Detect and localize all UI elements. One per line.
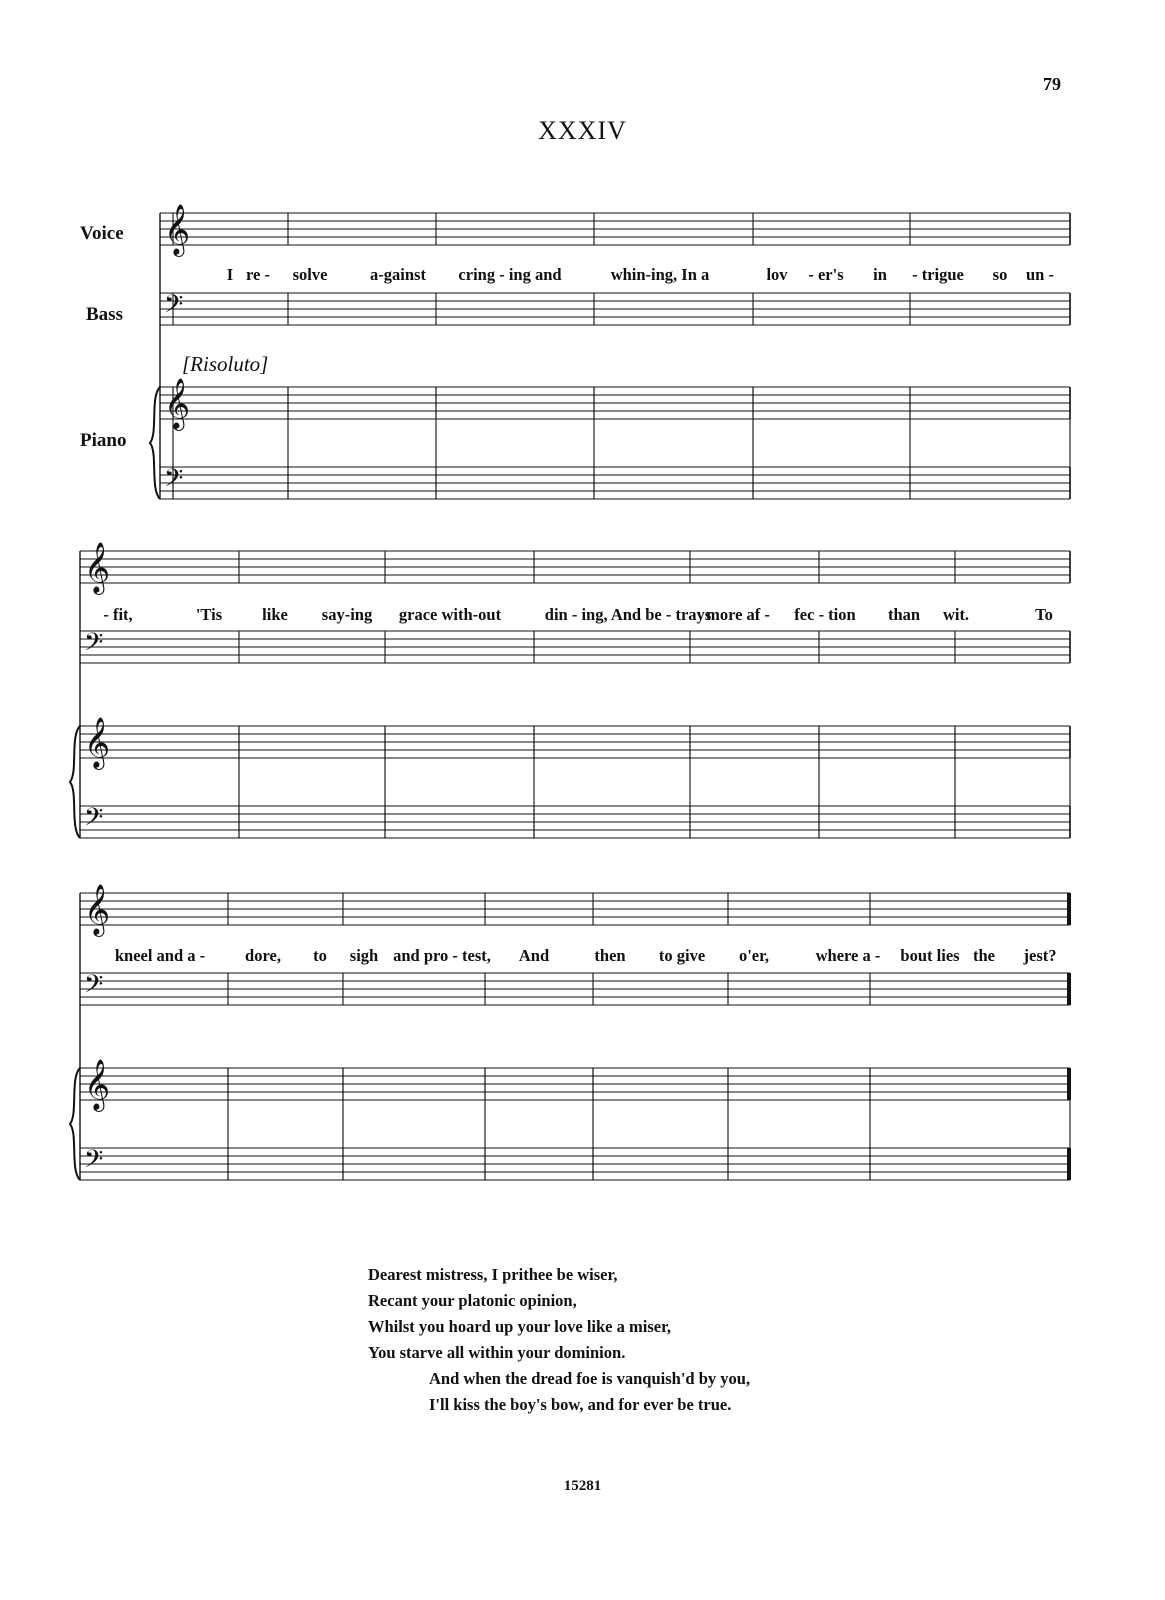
verse-line: Whilst you hoard up your love like a miser,	[368, 1317, 672, 1336]
treble-clef: 𝄞	[84, 884, 111, 935]
lyric: so	[992, 265, 1008, 284]
lyric: o'er,	[738, 946, 770, 965]
verse-line: Recant your platonic opinion,	[368, 1291, 577, 1310]
lyric: to	[313, 946, 327, 965]
lyric: un -	[1026, 265, 1054, 284]
lyric: like	[262, 605, 288, 624]
tempo-marking: [Risoluto]	[182, 352, 269, 376]
lyric: a-gainst	[370, 265, 426, 284]
final-barline	[1067, 1148, 1071, 1180]
piece-title: XXXIV	[538, 116, 627, 145]
lyric: And	[518, 946, 550, 965]
lyric: 'Tis	[195, 605, 223, 624]
bass-clef: 𝄢	[164, 290, 184, 325]
lyric: than	[887, 605, 921, 624]
lyric: to give	[658, 946, 706, 965]
lyric: bout lies	[900, 946, 960, 965]
lyric: more af -	[706, 605, 770, 624]
final-barline	[1067, 973, 1071, 1005]
voice-label: Voice	[80, 223, 124, 244]
treble-clef: 𝄞	[164, 204, 191, 255]
verse-line: I'll kiss the boy's bow, and for ever be true.	[429, 1395, 732, 1414]
lyric: the	[973, 946, 995, 965]
lyric: lov	[766, 265, 788, 284]
lyric: fec - tion	[794, 605, 856, 624]
treble-clef: 𝄞	[84, 1059, 111, 1110]
lyric: To	[1035, 605, 1053, 624]
lyric: re -	[246, 265, 270, 284]
lyric: - fit,	[103, 605, 133, 624]
lyric: - er's	[808, 265, 844, 284]
treble-clef: 𝄞	[84, 542, 111, 593]
piano-brace	[70, 1068, 80, 1180]
verse-line: And when the dread foe is vanquish'd by you,	[429, 1369, 751, 1388]
final-barline	[1067, 1068, 1071, 1100]
verse-text	[368, 1262, 750, 1418]
lyric: solve	[292, 265, 328, 284]
lyric: jest?	[1023, 946, 1057, 965]
treble-clef: 𝄞	[164, 378, 191, 429]
lyric: sigh	[349, 946, 379, 965]
piano-brace	[150, 387, 160, 499]
lyric: cring - ing and	[458, 265, 562, 284]
verse-line: You starve all within your dominion.	[368, 1343, 626, 1362]
bass-clef: 𝄢	[84, 1145, 104, 1180]
page-number: 79	[1043, 74, 1061, 94]
piano-brace	[70, 726, 80, 838]
bass-clef: 𝄢	[84, 628, 104, 663]
lyric: and pro - test,	[393, 946, 491, 965]
bass-clef: 𝄢	[84, 970, 104, 1005]
treble-clef: 𝄞	[84, 717, 111, 768]
lyric: say-ing	[321, 605, 373, 624]
lyric: then	[594, 946, 626, 965]
bass-label: Bass	[86, 304, 123, 325]
lyric: in	[873, 265, 887, 284]
final-barline	[1067, 893, 1071, 925]
lyric: kneel and a -	[114, 946, 206, 965]
lyric: - trigue	[912, 265, 964, 284]
lyric: wit.	[942, 605, 970, 624]
lyric: I	[226, 265, 234, 284]
verse-line: Dearest mistress, I prithee be wiser,	[368, 1265, 618, 1284]
bass-clef: 𝄢	[84, 803, 104, 838]
lyric: grace with-out	[398, 605, 502, 624]
lyric: whin-ing, In a	[610, 265, 710, 284]
lyric: din - ing, And be - trays	[544, 605, 712, 624]
bass-clef: 𝄢	[164, 464, 184, 499]
piano-label: Piano	[80, 430, 127, 451]
plate-number: 15281	[563, 1478, 602, 1494]
lyric: dore,	[245, 946, 281, 965]
lyric: where a -	[815, 946, 881, 965]
